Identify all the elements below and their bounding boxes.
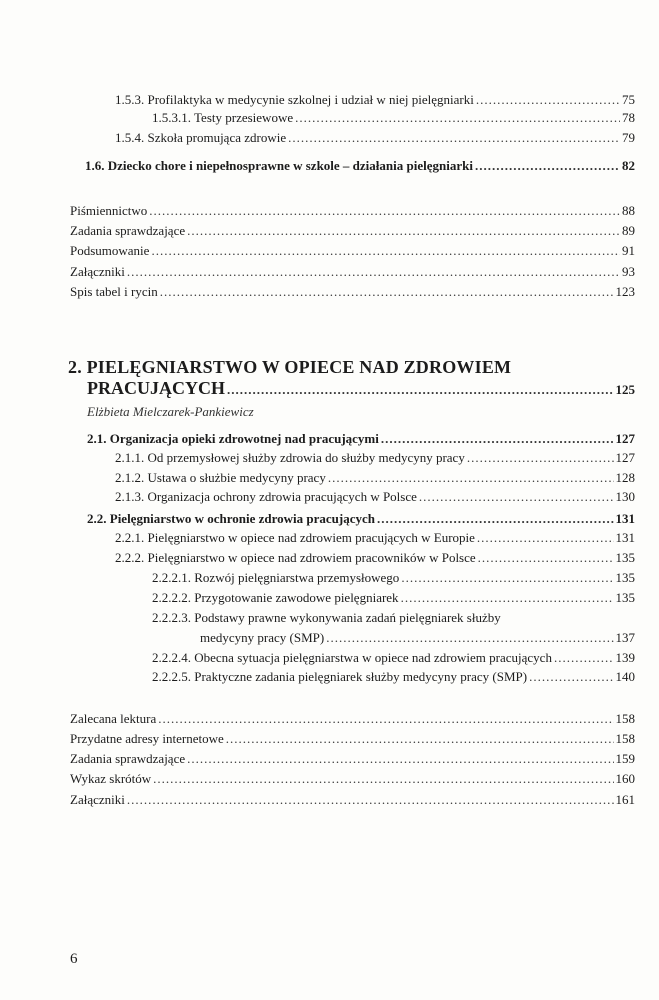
toc-entry-title: 1.6. Dziecko chore i niepełnosprawne w szkole – działania pielęgniarki (85, 158, 473, 173)
toc-entry-title: Zalecana lektura (70, 711, 157, 726)
page-number: 6 (70, 951, 78, 967)
toc-entry (115, 530, 635, 546)
toc-entry-page: 78 (622, 110, 635, 125)
toc-entry-page: 160 (615, 771, 635, 786)
toc-entry-title: 2.2.1. Pielęgniarstwo w opiece nad zdrowiem pracujących w Europie (115, 530, 475, 545)
chapter-title: 2. PIELĘGNIARSTWO W OPIECE NAD ZDROWIEM (68, 357, 512, 377)
toc-entry (152, 570, 635, 586)
toc-entry-title: Przydatne adresy internetowe (70, 731, 224, 746)
toc-entry-title: 1.5.4. Szkoła promująca zdrowie (115, 130, 287, 145)
toc-entry (152, 650, 635, 666)
toc-entry-page: 75 (622, 92, 635, 107)
toc-entry-page: 79 (622, 130, 635, 145)
toc-entry (200, 630, 635, 646)
leader-dots (151, 243, 620, 259)
toc-entry-page: 88 (622, 203, 635, 218)
toc-entry-page: 159 (615, 751, 635, 766)
leader-dots (127, 264, 620, 280)
toc-entry (152, 669, 635, 685)
toc-entry (70, 792, 635, 808)
toc-entry-title: 2.1.2. Ustawa o służbie medycyny pracy (115, 470, 326, 485)
toc-entry (70, 223, 635, 239)
toc-entry-title: Piśmiennictwo (70, 203, 148, 218)
leader-dots (476, 92, 620, 108)
toc-entry-title: 2.2.2.1. Rozwój pielęgniarstwa przemysłowego (152, 570, 400, 585)
leader-dots (554, 650, 614, 666)
toc-entry-section (85, 158, 635, 174)
toc-entry-title: 2.1.3. Organizacja ochrony zdrowia pracujących w Polsce (115, 489, 417, 504)
toc-entry (70, 711, 635, 727)
toc-entry-page: 135 (615, 550, 635, 565)
toc-entry-title: 2.2. Pielęgniarstwo w ochronie zdrowia pracujących (87, 511, 376, 526)
toc-entry-title: 2.1. Organizacja opieki zdrowotnej nad pracującymi (87, 431, 379, 446)
leader-dots (226, 731, 614, 747)
toc-entry-title: Wykaz skrótów (70, 771, 152, 786)
leader-dots (288, 130, 620, 146)
leader-dots (478, 550, 614, 566)
leader-dots (401, 590, 614, 606)
toc-entry (70, 243, 635, 259)
toc-entry-title: Spis tabel i rycin (70, 284, 158, 299)
toc-entry-section (87, 511, 635, 527)
leader-dots (419, 489, 614, 505)
leader-dots (227, 379, 614, 401)
toc-entry-title: 2.2.2.4. Obecna sytuacja pielęgniarstwa w opiece nad zdrowiem pracujących (152, 650, 552, 665)
toc-entry-title: 1.5.3. Profilaktyka w medycynie szkolnej i udział w niej pielęgniarki (115, 92, 474, 107)
toc-entry-page: 137 (615, 630, 635, 645)
toc-entry (115, 489, 635, 505)
toc-entry-page: 123 (615, 284, 635, 299)
toc-entry (70, 751, 635, 767)
toc-entry-title: 2.2.2.3. Podstawy prawne wykonywania zadań pielęgniarek służby (152, 610, 501, 625)
toc-entry-title: Zadania sprawdzające (70, 751, 186, 766)
leader-dots (477, 530, 614, 546)
toc-entry-page: 161 (615, 792, 635, 807)
toc-entry-page: 91 (622, 243, 635, 258)
leader-dots (381, 431, 614, 447)
toc-entry-page: 93 (622, 264, 635, 279)
leader-dots (467, 450, 614, 466)
toc-entry-line1 (152, 610, 635, 626)
toc-entry-page: 135 (615, 570, 635, 585)
leader-dots (187, 223, 620, 239)
toc-entry-title: 2.2.2.5. Praktyczne zadania pielęgniarek służby medycyny pracy (SMP) (152, 669, 528, 684)
toc-entry (152, 110, 635, 126)
toc-entry (115, 92, 635, 108)
toc-entry (115, 550, 635, 566)
leader-dots (326, 630, 613, 646)
leader-dots (401, 570, 613, 586)
toc-entry-title: Załączniki (70, 792, 125, 807)
chapter-title-text: PRACUJĄCYCH (87, 378, 225, 398)
toc-entry-page: 130 (615, 489, 635, 504)
toc-entry-page: 140 (615, 669, 635, 684)
toc-entry-title-cont: medycyny pracy (SMP) (200, 630, 325, 645)
toc-entry-page: 127 (615, 450, 635, 465)
toc-entry-title: 1.5.3.1. Testy przesiewowe (152, 110, 294, 125)
toc-entry (70, 731, 635, 747)
toc-entry (115, 450, 635, 466)
toc-entry (152, 590, 635, 606)
toc-entry-page: 89 (622, 223, 635, 238)
toc-entry-page: 135 (615, 590, 635, 605)
toc-entry-page: 131 (615, 530, 635, 545)
leader-dots (158, 711, 613, 727)
leader-dots (153, 771, 613, 787)
toc-entry (115, 130, 635, 146)
toc-entry-page: 158 (615, 711, 635, 726)
toc-entry-page: 158 (615, 731, 635, 746)
toc-entry-title: Podsumowanie (70, 243, 150, 258)
toc-entry-title: 2.2.2.2. Przygotowanie zawodowe pielęgniarek (152, 590, 399, 605)
toc-entry-page: 82 (622, 158, 635, 173)
toc-entry-section (87, 431, 635, 447)
toc-entry-title: Załączniki (70, 264, 125, 279)
toc-entry-title: Zadania sprawdzające (70, 223, 186, 238)
toc-entry (70, 264, 635, 280)
toc-entry-page: 139 (615, 650, 635, 665)
leader-dots (328, 470, 614, 486)
toc-entry-page: 128 (615, 470, 635, 485)
leader-dots (187, 751, 613, 767)
toc-entry-page: 127 (615, 431, 635, 446)
chapter-page: 125 (615, 382, 635, 397)
toc-entry (70, 203, 635, 219)
toc-entry (70, 771, 635, 787)
leader-dots (127, 792, 614, 808)
leader-dots (295, 110, 620, 126)
leader-dots (529, 669, 613, 685)
chapter-author: Elżbieta Mielczarek-Pankiewicz (87, 404, 254, 419)
toc-entry-page: 131 (615, 511, 635, 526)
leader-dots (377, 511, 613, 527)
toc-entry-title: 2.1.1. Od przemysłowej służby zdrowia do służby medycyny pracy (115, 450, 465, 465)
toc-entry (70, 284, 635, 300)
chapter-title-line2 (87, 377, 635, 401)
leader-dots (475, 158, 620, 174)
toc-entry (115, 470, 635, 486)
leader-dots (149, 203, 620, 219)
leader-dots (160, 284, 614, 300)
toc-entry-title: 2.2.2. Pielęgniarstwo w opiece nad zdrowiem pracowników w Polsce (115, 550, 476, 565)
